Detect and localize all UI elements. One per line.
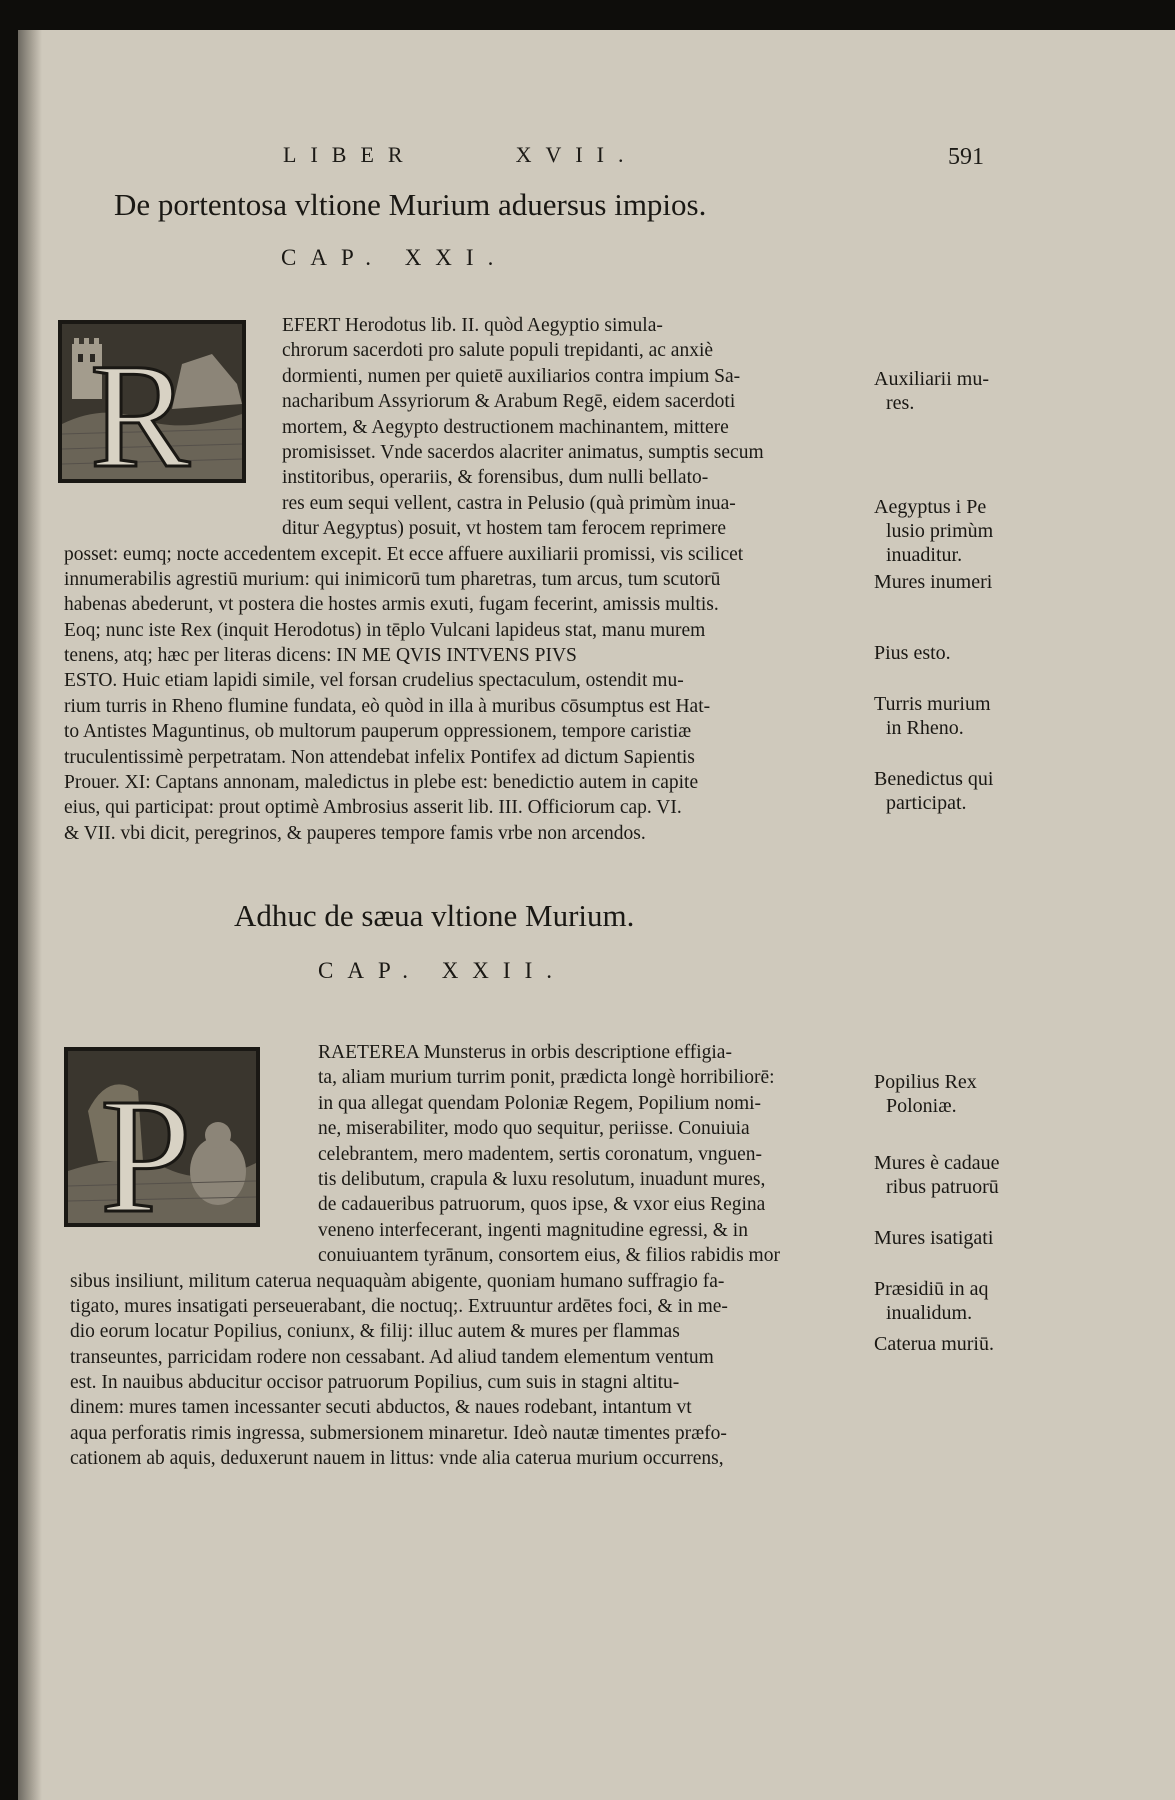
text-line: dinem: mures tamen incessanter secuti abductos, & naues rodebant, intantum vt	[70, 1397, 692, 1419]
text-line: & VII. vbi dicit, peregrinos, & pauperes tempore famis vrbe non arcendos.	[64, 822, 646, 844]
initial-r-glyph: R	[90, 333, 191, 479]
text-line: eius, qui participat: prout optimè Ambrosius asserit lib. III. Officiorum cap. VI.	[64, 797, 682, 819]
initial-p-glyph: P	[100, 1064, 192, 1223]
text-line: posset: eumq; nocte accedentem excepit. Et ecce affuere auxiliarii promissi, vis scilicet	[64, 543, 744, 565]
text-line: transeuntes, parricidam rodere non cessabant. Ad aliud tandem elementum ventum	[70, 1346, 714, 1368]
text-line: conuiuantem tyrānum, consortem eius, & filios rabidis mor	[318, 1245, 780, 1267]
book-page	[18, 30, 1175, 1800]
chapter-21-body	[64, 313, 864, 846]
marginal-note-line: Aegyptus i Pe	[874, 496, 987, 518]
text-line: truculentissimè perpetratam. Non attendebat infelix Pontifex ad dictum Sapientis	[64, 746, 695, 768]
text-line: sibus insiliunt, militum caterua nequaquàm abigente, quoniam humano suffragio fa-	[70, 1270, 725, 1292]
text-line: innumerabilis agrestiū murium: qui inimicorū tum pharetras, tum arcus, tum scutorū	[64, 568, 721, 590]
chapter-22-number: CAP. XXII.	[318, 958, 566, 983]
marginal-note	[874, 692, 1034, 740]
text-line: ESTO. Huic etiam lapidi simile, vel forsan crudelius spectaculum, ostendit mu-	[64, 670, 684, 692]
text-line: ditur Aegyptus) posuit, vt hostem tam ferocem reprimere	[282, 518, 727, 540]
text-line: chrorum sacerdoti pro salute populi trepidanti, ac anxiè	[282, 340, 714, 362]
marginal-note-line: Mures è cadaue	[874, 1152, 1000, 1174]
marginal-note-line: Præsidiū in aq	[874, 1278, 989, 1300]
marginal-note-line: participat.	[886, 792, 967, 814]
marginal-note	[874, 1226, 1034, 1250]
text-line: in qua allegat quendam Poloniæ Regem, Popilium nomi-	[318, 1092, 762, 1114]
marginal-note-line: inualidum.	[886, 1302, 973, 1324]
marginal-note-line: Turris murium	[874, 693, 991, 715]
marginal-note	[874, 1070, 1034, 1118]
marginal-note-line: res.	[886, 392, 915, 414]
marginal-note	[874, 1151, 1034, 1199]
text-line: tenens, atq; hæc per literas dicens: IN ME QVIS INTVENS PIVS	[64, 645, 577, 667]
text-line: dormienti, numen per quietē auxiliarios contra impium Sa-	[282, 365, 741, 387]
text-line: promisisset. Vnde sacerdos alacriter animatus, sumptis secum	[282, 441, 764, 463]
text-line: Prouer. XI: Captans annonam, maledictus in plebe est: benedictio autem in capite	[64, 772, 699, 794]
text-line: tis delibutum, crapula & luxu resolutum, inuadunt mures,	[318, 1168, 766, 1190]
marginal-note	[874, 1332, 1034, 1356]
marginal-note-line: inuaditur.	[886, 544, 963, 566]
marginal-note-line: ribus patruorū	[886, 1176, 999, 1198]
text-line: nacharibum Assyriorum & Arabum Regē, eidem sacerdoti	[282, 391, 736, 413]
text-line: res eum sequi vellent, castra in Pelusio (quà primùm inua-	[282, 492, 736, 514]
text-line: aqua perforatis rimis ingressa, submersionem minaretur. Ideò nautæ timentes præfo-	[70, 1422, 727, 1444]
marginal-note	[874, 767, 1034, 815]
text-line: tigato, mures insatigati perseuerabant, die noctuq;. Extruuntur ardētes foci, & in me-	[70, 1295, 728, 1317]
marginal-note	[874, 367, 1034, 415]
text-line: habenas abederunt, vt postera die hostes armis exuti, fugam fecerint, amissis multis.	[64, 594, 719, 616]
folio-number: 591	[948, 144, 984, 170]
chapter-22-title: Adhuc de sæua vltione Murium.	[234, 898, 635, 933]
text-line: dio eorum locatur Popilius, coniunx, & filij: illuc autem & mures per flammas	[70, 1321, 680, 1343]
text-line: to Antistes Maguntinus, ob multorum pauperum oppressionem, tempore caristiæ	[64, 721, 692, 743]
marginal-note-line: Caterua muriū.	[874, 1333, 994, 1355]
marginal-note-line: in Rheno.	[886, 717, 964, 739]
marginal-note	[874, 641, 1034, 665]
text-line: ne, miserabiliter, modo quo sequitur, periisse. Conuiuia	[318, 1118, 750, 1140]
marginal-note-line: Auxiliarii mu-	[874, 368, 989, 390]
marginal-note	[874, 570, 1034, 594]
text-line: mortem, & Aegypto destructionem machinantem, mittere	[282, 416, 729, 438]
marginal-note-line: Pius esto.	[874, 642, 951, 664]
marginal-note-line: Mures isatigati	[874, 1227, 994, 1249]
text-line: veneno interfecerant, ingenti magnitudine egressi, & in	[318, 1219, 748, 1241]
chapter-21-title: De portentosa vltione Murium aduersus impios.	[114, 187, 707, 222]
page-gutter	[18, 30, 42, 1800]
chapter-21-number: CAP. XXI.	[281, 245, 508, 270]
text-line: ta, aliam murium turrim ponit, prædicta longè horribiliorē:	[318, 1067, 775, 1089]
text-line: RAETEREA Munsterus in orbis descriptione effigia-	[318, 1042, 732, 1063]
marginal-note-line: lusio primùm	[886, 520, 994, 542]
marginal-note-line: Mures inumeri	[874, 571, 993, 593]
text-line: Eoq; nunc iste Rex (inquit Herodotus) in tēplo Vulcani lapideus stat, manu murem	[64, 619, 706, 641]
marginal-note	[874, 495, 1034, 567]
text-line: rium turris in Rheno flumine fundata, eò quòd in illa à muribus cōsumptus est Hat-	[64, 695, 711, 717]
text-line: EFERT Herodotus lib. II. quòd Aegyptio simula-	[282, 315, 663, 336]
running-head-number: XVII.	[515, 142, 638, 167]
text-line: cationem ab aquis, deduxerunt nauem in littus: vnde alia caterua murium occurrens,	[70, 1448, 724, 1470]
marginal-note-line: Poloniæ.	[886, 1095, 957, 1117]
marginal-note	[874, 1277, 1034, 1325]
text-line: institoribus, operariis, & forensibus, dum nulli bellato-	[282, 467, 709, 489]
text-line: celebrantem, mero madentem, sertis coronatum, vnguen-	[318, 1143, 763, 1165]
running-head-book: LIBER	[283, 142, 417, 167]
marginal-note-line: Popilius Rex	[874, 1071, 977, 1093]
running-head	[283, 142, 638, 168]
text-line: de cadaueribus patruorum, quos ipse, & vxor eius Regina	[318, 1194, 766, 1216]
marginal-note-line: Benedictus qui	[874, 768, 994, 790]
text-line: est. In nauibus abducitur occisor patruorum Popilius, cum suis in stagni altitu-	[70, 1372, 680, 1394]
chapter-22-body	[70, 1040, 870, 1472]
